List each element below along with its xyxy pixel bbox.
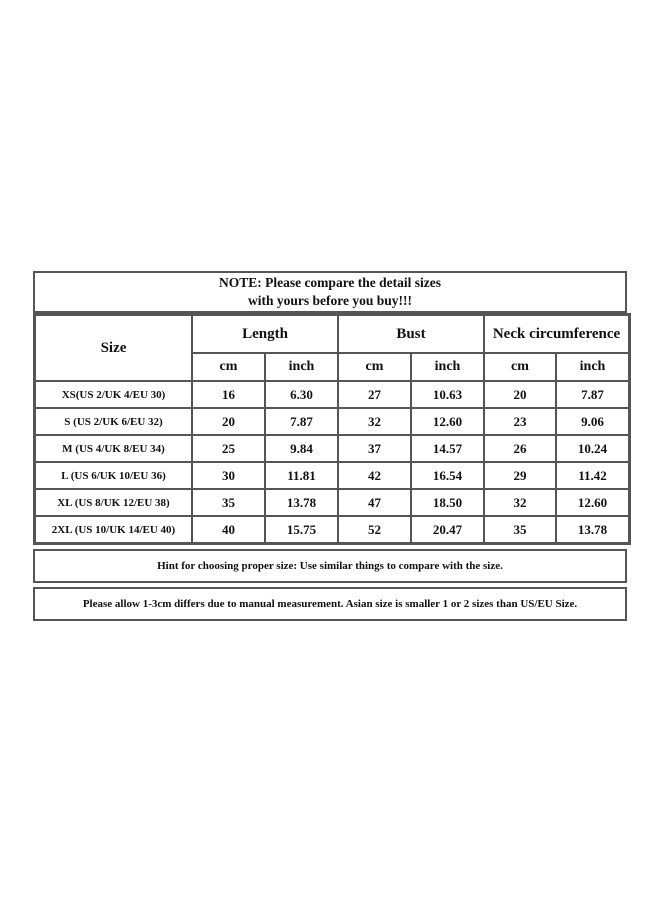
- note-box: [33, 271, 627, 313]
- value-cell: 12.60: [411, 408, 484, 435]
- value-cell: 35: [192, 489, 265, 516]
- value-cell: 25: [192, 435, 265, 462]
- size-table: [33, 313, 631, 545]
- value-cell: 20: [192, 408, 265, 435]
- value-cell: 9.84: [265, 435, 338, 462]
- value-cell: 20.47: [411, 516, 484, 543]
- value-cell: 9.06: [556, 408, 629, 435]
- table-row: [35, 408, 629, 435]
- table-row: [35, 462, 629, 489]
- size-cell: L (US 6/UK 10/EU 36): [35, 462, 192, 489]
- value-cell: 18.50: [411, 489, 484, 516]
- value-cell: 16: [192, 381, 265, 408]
- value-cell: 7.87: [265, 408, 338, 435]
- value-cell: 10.63: [411, 381, 484, 408]
- unit-header: cm: [192, 353, 265, 381]
- value-cell: 16.54: [411, 462, 484, 489]
- value-cell: 42: [338, 462, 411, 489]
- value-cell: 37: [338, 435, 411, 462]
- value-cell: 11.81: [265, 462, 338, 489]
- value-cell: 26: [484, 435, 556, 462]
- size-cell: M (US 4/UK 8/EU 34): [35, 435, 192, 462]
- value-cell: 11.42: [556, 462, 629, 489]
- value-cell: 40: [192, 516, 265, 543]
- table-row: [35, 435, 629, 462]
- table-row: [35, 489, 629, 516]
- size-cell: XL (US 8/UK 12/EU 38): [35, 489, 192, 516]
- size-chart: [33, 271, 627, 621]
- value-cell: 27: [338, 381, 411, 408]
- bust-header: Bust: [338, 315, 484, 353]
- size-cell: S (US 2/UK 6/EU 32): [35, 408, 192, 435]
- value-cell: 20: [484, 381, 556, 408]
- size-cell: XS(US 2/UK 4/EU 30): [35, 381, 192, 408]
- table-header-row: [35, 315, 629, 353]
- length-header: Length: [192, 315, 338, 353]
- value-cell: 10.24: [556, 435, 629, 462]
- value-cell: 12.60: [556, 489, 629, 516]
- value-cell: 32: [338, 408, 411, 435]
- value-cell: 52: [338, 516, 411, 543]
- hint-box: [33, 549, 627, 583]
- neck-header: Neck circumference: [484, 315, 629, 353]
- table-row: [35, 381, 629, 408]
- value-cell: 30: [192, 462, 265, 489]
- value-cell: 13.78: [556, 516, 629, 543]
- allowance-text: Please allow 1-3cm differs due to manual measurement. Asian size is smaller 1 or 2 sizes than US/EU Size.: [82, 598, 578, 610]
- size-cell: 2XL (US 10/UK 14/EU 40): [35, 516, 192, 543]
- size-header: Size: [35, 315, 192, 381]
- table-row: [35, 516, 629, 543]
- unit-header: cm: [338, 353, 411, 381]
- unit-header: inch: [265, 353, 338, 381]
- value-cell: 13.78: [265, 489, 338, 516]
- value-cell: 23: [484, 408, 556, 435]
- hint-text: Hint for choosing proper size: Use similar things to compare with the size.: [157, 560, 503, 572]
- value-cell: 29: [484, 462, 556, 489]
- unit-header: cm: [484, 353, 556, 381]
- note-line-1: NOTE: Please compare the detail sizes: [218, 275, 442, 290]
- allowance-box: [33, 587, 627, 621]
- value-cell: 32: [484, 489, 556, 516]
- value-cell: 15.75: [265, 516, 338, 543]
- unit-header: inch: [556, 353, 629, 381]
- value-cell: 6.30: [265, 381, 338, 408]
- value-cell: 14.57: [411, 435, 484, 462]
- note-line-2: with yours before you buy!!!: [247, 293, 412, 308]
- value-cell: 47: [338, 489, 411, 516]
- value-cell: 7.87: [556, 381, 629, 408]
- value-cell: 35: [484, 516, 556, 543]
- unit-header: inch: [411, 353, 484, 381]
